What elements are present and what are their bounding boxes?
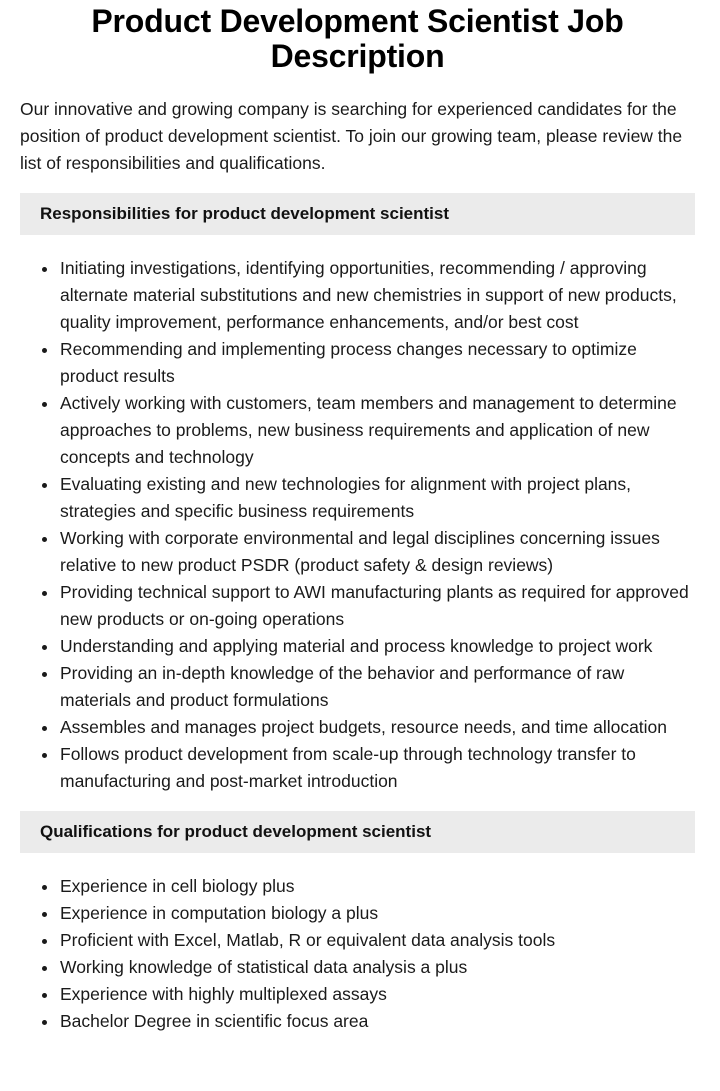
bullet-icon xyxy=(42,912,47,917)
list-item: Evaluating existing and new technologies for alignment with project plans, strategies and specific business requirements xyxy=(60,471,695,525)
bullet-icon xyxy=(42,939,47,944)
bullet-icon xyxy=(42,591,47,596)
responsibilities-heading: Responsibilities for product development scientist xyxy=(20,193,695,235)
list-item: Actively working with customers, team members and management to determine approaches to problems, new business requirements and application of new concepts and technology xyxy=(60,390,695,471)
list-item: Working knowledge of statistical data analysis a plus xyxy=(60,954,695,981)
bullet-icon xyxy=(42,645,47,650)
list-item: Experience with highly multiplexed assays xyxy=(60,981,695,1008)
bullet-icon xyxy=(42,672,47,677)
qualifications-heading: Qualifications for product development scientist xyxy=(20,811,695,853)
bullet-icon xyxy=(42,993,47,998)
intro-paragraph: Our innovative and growing company is searching for experienced candidates for the position of product development scientist. To join our growing team, please review the list of responsibilities and qualifications. xyxy=(20,99,683,173)
bullet-icon xyxy=(42,1020,47,1025)
list-item: Providing technical support to AWI manufacturing plants as required for approved new products or on-going operations xyxy=(60,579,695,633)
list-item: Providing an in-depth knowledge of the behavior and performance of raw materials and product formulations xyxy=(60,660,695,714)
qualifications-list xyxy=(20,873,695,1035)
list-item: Experience in cell biology plus xyxy=(60,873,695,900)
bullet-icon xyxy=(42,348,47,353)
bullet-icon xyxy=(42,483,47,488)
bullet-icon xyxy=(42,753,47,758)
list-item: Understanding and applying material and process knowledge to project work xyxy=(60,633,695,660)
list-item: Initiating investigations, identifying opportunities, recommending / approving alternate material substitutions and new chemistries in support of new products, quality improvement, performance enhancements, and/or best cost xyxy=(60,255,695,336)
list-item: Experience in computation biology a plus xyxy=(60,900,695,927)
list-item: Follows product development from scale-up through technology transfer to manufacturing and post-market introduction xyxy=(60,741,695,795)
bullet-icon xyxy=(42,966,47,971)
list-item: Working with corporate environmental and legal disciplines concerning issues relative to new product PSDR (product safety & design reviews) xyxy=(60,525,695,579)
bullet-icon xyxy=(42,402,47,407)
bullet-icon xyxy=(42,537,47,542)
list-item: Bachelor Degree in scientific focus area xyxy=(60,1008,695,1035)
bullet-icon xyxy=(42,726,47,731)
bullet-icon xyxy=(42,885,47,890)
list-item: Recommending and implementing process changes necessary to optimize product results xyxy=(60,336,695,390)
page-title: Product Development Scientist Job Description xyxy=(91,3,624,74)
list-item: Proficient with Excel, Matlab, R or equivalent data analysis tools xyxy=(60,927,695,954)
responsibilities-list xyxy=(20,255,695,795)
list-item: Assembles and manages project budgets, resource needs, and time allocation xyxy=(60,714,695,741)
bullet-icon xyxy=(42,267,47,272)
